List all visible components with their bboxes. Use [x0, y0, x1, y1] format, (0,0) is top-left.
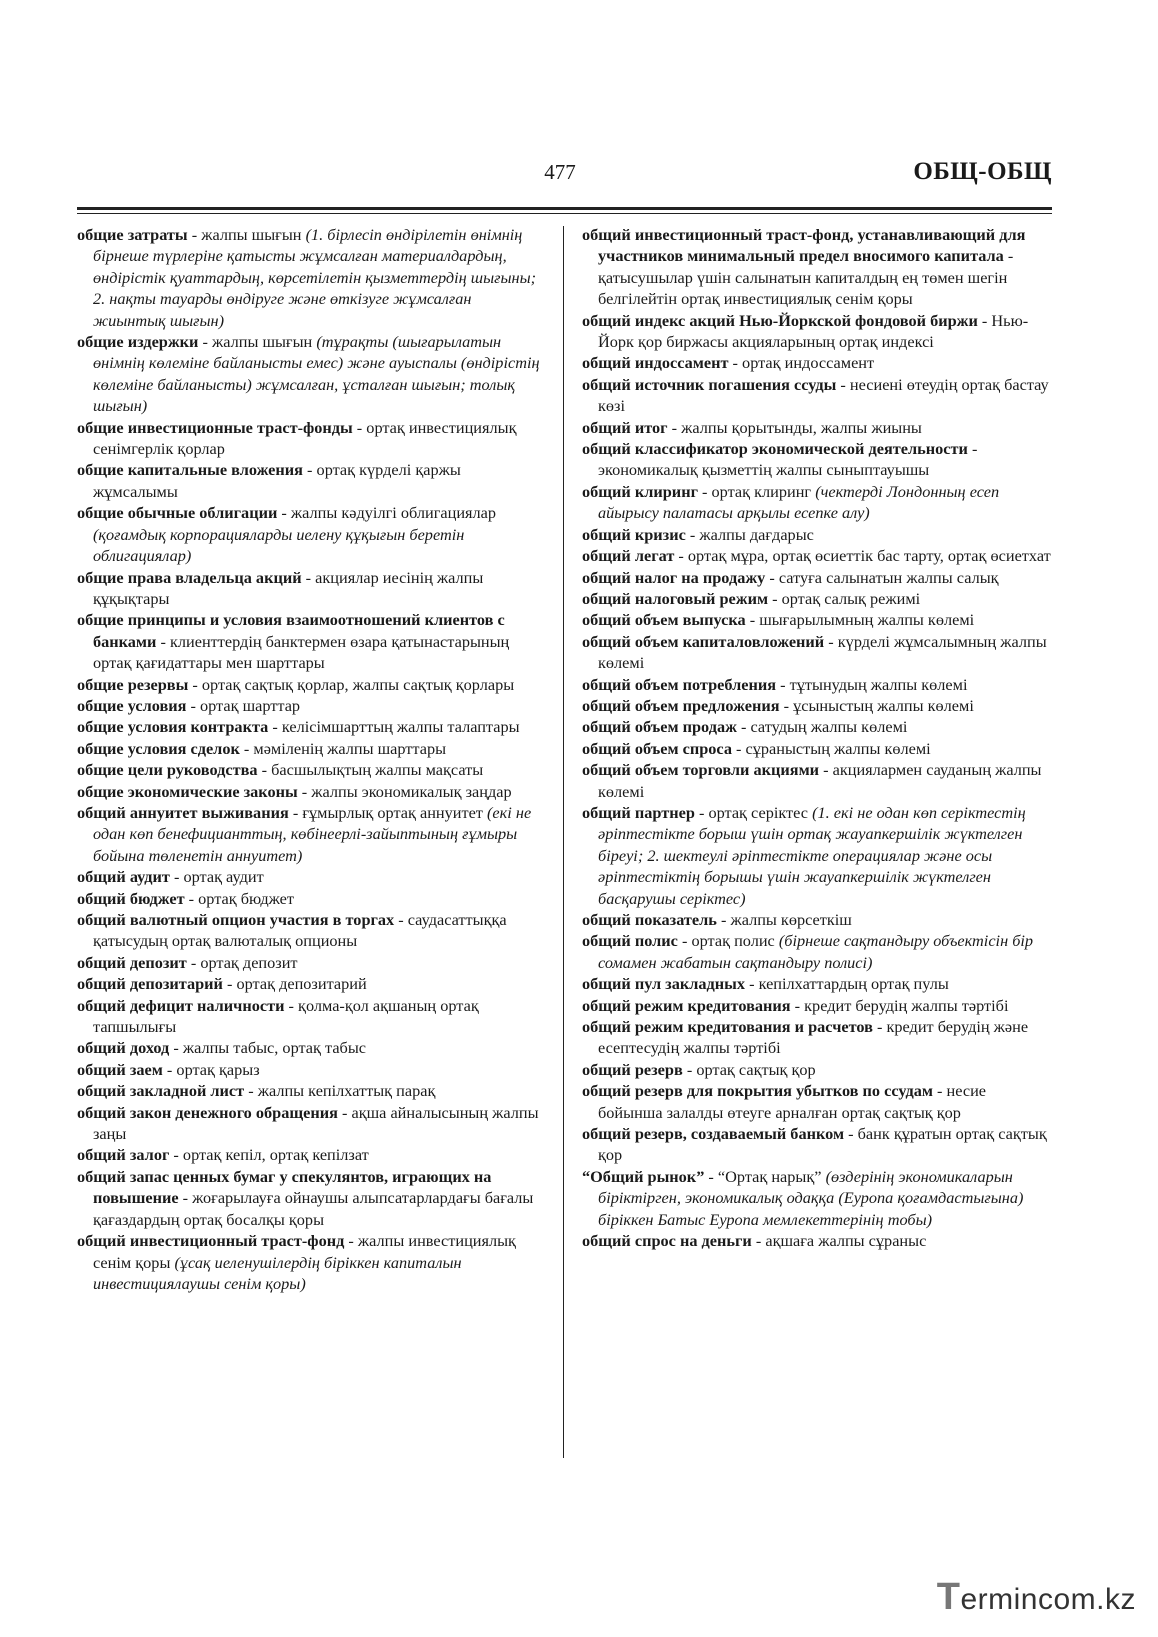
dictionary-entry: общий инвестиционный траст-фонд - жалпы инвестициялық сенім қоры (ұсақ иеленушілердің біріккен капиталын инвестициялаушы сенім қоры): [77, 1231, 516, 1293]
dictionary-entry: общий индоссамент - ортақ индоссамент: [582, 353, 875, 373]
entry-term: общий депозитарий: [77, 974, 223, 994]
entry-term: общий легат: [582, 546, 675, 566]
entry-translation: ортақ индоссамент: [742, 353, 875, 373]
entry-term: общий инвестиционный траст-фонд, устанавливающий для участников минимальный предел вносимого капитала: [582, 225, 1026, 266]
dictionary-entry: общий бюджет - ортақ бюджет: [77, 888, 294, 908]
dictionary-entry: общий полис - ортақ полис (бірнеше сақтандыру объектісін бір сомамен жабатын сақтандыру полисі): [582, 931, 1034, 972]
dictionary-entry: общие условия контракта - келісімшарттың жалпы талаптары: [77, 717, 520, 737]
entry-translation: жоғарылауға ойнаушы алыпсатарлардағы бағалы қағаздардың ортақ босалқы қоры: [93, 1188, 534, 1229]
entry-term: общий источник погашения ссуды: [582, 374, 837, 394]
entry-term: общий показатель: [582, 910, 717, 929]
entry-term: общий полис: [582, 931, 678, 951]
entry-translation: мәміленің жалпы шарттары: [253, 738, 447, 758]
dictionary-entry: общий депозитарий - ортақ депозитарий: [77, 974, 367, 994]
dictionary-entry: общий источник погашения ссуды - несиені өтеудің ортақ бастау көзі: [582, 374, 1049, 416]
entry-translation: саудасаттыққа қатысудың ортақ валюталық опционы: [93, 910, 507, 951]
entry-note: (өздерінің экономикаларын біріктірген, экономикалық одаққа (Еуропа қоғамдастығына) біріккен Батыс Еуропа мемлекеттерінің тобы): [598, 1166, 1024, 1229]
entry-translation: жалпы кәдуілгі облигациялар: [290, 503, 497, 523]
left-column: [77, 224, 542, 1294]
entry-term: общий запас ценных бумаг у спекулянтов, играющих на повышение: [77, 1166, 492, 1208]
dictionary-entry: общий объем потребления - тұтынудың жалпы көлемі: [582, 674, 968, 694]
entry-note: (қоғамдық корпорацияларды иелену құқығын беретін облигациялар): [93, 524, 465, 566]
entry-translation: ақшаға жалпы сұраныс: [765, 1231, 927, 1251]
entry-term: общий режим кредитования и расчетов: [582, 1017, 873, 1037]
entry-term: общий резерв, создаваемый банком: [582, 1124, 845, 1144]
entry-translation: келісімшарттың жалпы талаптары: [281, 717, 520, 737]
dictionary-entry: общий заем - ортақ қарыз: [77, 1059, 260, 1079]
entry-note: (1. бірлесіп өндірілетін өнімнің бірнеше түрлеріне қатысты жұмсалған материалдардың, өндірістік қуаттардың, көрсетілетін қызметтердің шығыны; 2. нақты тауарды өндіруге және өткізуге жұмсалған жиынтық шығын): [93, 225, 537, 330]
dictionary-entry: общие права владельца акций - акциялар иесінің жалпы құқықтары: [77, 567, 484, 608]
dictionary-entry: общий спрос на деньги - ақшаға жалпы сұраныс: [582, 1231, 927, 1251]
right-column: [582, 224, 1052, 1252]
entry-term: общий индекс акций Нью-Йоркской фондовой биржи: [582, 310, 978, 330]
entry-term: общие принципы и условия взаимоотношений клиентов с банками: [77, 610, 505, 651]
entry-translation: ортақ сақтық қорлар, жалпы сақтық қорлары: [201, 674, 515, 694]
entry-term: общий залог: [77, 1145, 170, 1165]
dictionary-entry: общий резерв - ортақ сақтық қор: [582, 1059, 816, 1079]
entry-term: общий классификатор экономической деятельности: [582, 439, 968, 459]
entry-term: общие права владельца акций: [77, 567, 302, 587]
entry-translation: банк құратын ортақ сақтық қор: [598, 1124, 1047, 1165]
entry-note: (екі не одан көп бенефицианттың, көбінеерлі-зайыптының ғұмыры бойына төленетін аннуитет): [93, 802, 532, 865]
entry-translation: несие бойынша залалды өтеуге арналған ортақ сақтық қор: [598, 1081, 987, 1122]
entry-term: общие издержки: [77, 332, 199, 352]
entry-term: общий пул закладных: [582, 974, 745, 994]
entry-term: общий объем спроса: [582, 738, 732, 758]
entry-translation: қатысушылар үшін салынатын капиталдың ең төмен шегін белгілейтін ортақ инвестициялық сенім қоры: [598, 267, 1008, 309]
dictionary-entry: общий итог - жалпы қорытынды, жалпы жиыны: [582, 417, 922, 437]
entry-term: общий бюджет: [77, 888, 185, 908]
entry-translation: ұсыныстың жалпы көлемі: [793, 695, 974, 715]
entry-translation: ортақ күрделі қаржы жұмсалымы: [93, 460, 461, 501]
entry-translation: жалпы көрсеткіш: [730, 910, 852, 929]
entry-translation: ортақ полис: [691, 931, 775, 951]
entry-translation: жалпы қорытынды, жалпы жиыны: [681, 417, 922, 437]
entry-translation: кредит берудің жалпы тәртібі: [804, 995, 1009, 1015]
entry-translation: экономикалық қызметтің жалпы сыныптауышы: [598, 460, 930, 480]
entry-term: общий дефицит наличности: [77, 995, 285, 1015]
entry-term: общий режим кредитования: [582, 995, 791, 1015]
entry-term: общие затраты: [77, 225, 188, 244]
dictionary-entry: общий налоговый режим - ортақ салық режимі: [582, 588, 921, 608]
entry-term: “Общий рынок”: [582, 1166, 705, 1186]
entry-translation: ақша айналысының жалпы заңы: [93, 1102, 539, 1144]
entry-term: общие экономические законы: [77, 781, 298, 801]
entry-note: (тұрақты (шығарылатын өнімнің көлеміне байланысты емес) және ауыспалы (өндірістің көлеміне байланысты) жұмсалған, ұсталған шығын; толық шығын): [93, 332, 540, 416]
entry-term: общий объем предложения: [582, 695, 780, 715]
entry-term: общий налог на продажу: [582, 567, 766, 587]
entry-translation: ортақ шарттар: [199, 695, 301, 715]
dictionary-entry: общие обычные облигации - жалпы кәдуілгі облигациялар (қоғамдық корпорацияларды иелену құқығын беретін облигациялар): [77, 503, 497, 566]
dictionary-entry: общий режим кредитования - кредит берудің жалпы тәртібі: [582, 995, 1009, 1015]
entry-term: общий налоговый режим: [582, 588, 769, 608]
column-divider: [563, 226, 564, 1458]
entry-translation: жалпы экономикалық заңдар: [311, 781, 512, 801]
entry-translation: жалпы кепілхаттық парақ: [257, 1081, 436, 1101]
dictionary-entry: общий индекс акций Нью-Йоркской фондовой биржи - Нью-Йорк қор биржасы акцияларының ортақ индексі: [582, 310, 1029, 352]
entry-translation: ортақ инвестициялық сенімгерлік қорлар: [93, 417, 517, 459]
entry-translation: жалпы инвестициялық сенім қоры: [93, 1231, 516, 1272]
dictionary-entry: общий объем капиталовложений - күрделі жұмсалымның жалпы көлемі: [582, 631, 1047, 673]
dictionary-entry: общий аудит - ортақ аудит: [77, 867, 264, 887]
dictionary-entry: общие издержки - жалпы шығын (тұрақты (шығарылатын өнімнің көлеміне байланысты емес) және ауыспалы (өндірістің көлеміне байланысты) жұмсалған, ұсталған шығын; толық шығын): [77, 332, 540, 416]
dictionary-entry: общие затраты - жалпы шығын (1. бірлесіп өндірілетін өнімнің бірнеше түрлеріне қатысты жұмсалған материалдардың, өндірістік қуаттардың, көрсетілетін қызметтердің шығыны; 2. нақты тауарды өндіруге және өткізуге жұмсалған жиынтық шығын): [77, 225, 537, 330]
entry-term: общий резерв для покрытия убытков по ссудам: [582, 1081, 933, 1101]
entry-term: общий депозит: [77, 952, 187, 972]
entry-translation: ортақ мұра, ортақ өсиеттік бас тарту, ортақ өсиетхат: [687, 546, 1051, 566]
dictionary-entry: общий налог на продажу - сатуға салынатын жалпы салық: [582, 567, 999, 587]
entry-translation: ортақ аудит: [183, 867, 264, 887]
entry-translation: басшылықтың жалпы мақсаты: [271, 760, 484, 780]
dictionary-entry: общий объем предложения - ұсыныстың жалпы көлемі: [582, 695, 974, 715]
dictionary-entry: общий кризис - жалпы дағдарыс: [582, 524, 814, 544]
entry-term: общие капитальные вложения: [77, 460, 303, 480]
dictionary-entry: общий валютный опцион участия в торгах - саудасаттыққа қатысудың ортақ валюталық опционы: [77, 910, 507, 951]
dictionary-entry: общие экономические законы - жалпы экономикалық заңдар: [77, 781, 512, 801]
entry-note: (1. екі не одан көп серіктестің әріптестікте борыш үшін ортақ жауапкершілік жүктелген біреуі; 2. шектеулі әріптестікте операциялар және осы әріптестіктің борышы үшін жауапкершілік жүктелген басқарушы серіктес): [598, 802, 1026, 908]
entry-term: общий клиринг: [582, 481, 698, 501]
entry-term: общие обычные облигации: [77, 503, 278, 523]
entry-term: общий партнер: [582, 802, 695, 822]
entry-translation: клиенттердің банктермен өзара қатынастарының ортақ қағидаттары мен шарттары: [93, 631, 510, 673]
entry-term: общий объем капиталовложений: [582, 631, 825, 651]
entry-note: (чектерді Лондонның есеп айырысу палатасы арқылы есепке алу): [598, 481, 1000, 523]
dictionary-entry: общий режим кредитования и расчетов - кредит берудің және есептесудің жалпы тәртібі: [582, 1017, 1029, 1058]
entry-translation: жалпы табыс, ортақ табыс: [182, 1038, 367, 1058]
entry-term: общий резерв: [582, 1059, 683, 1079]
dictionary-entry: общий залог - ортақ кепіл, ортақ кепілзат: [77, 1145, 369, 1165]
site-watermark: [937, 1576, 1136, 1619]
dictionary-entry: общий классификатор экономической деятельности - экономикалық қызметтің жалпы сыныптауышы: [582, 439, 978, 480]
entry-term: общий индоссамент: [582, 353, 729, 373]
header-rule-thin: [77, 213, 1052, 214]
dictionary-entry: общий закон денежного обращения - ақша айналысының жалпы заңы: [77, 1102, 539, 1144]
entry-term: общий закладной лист: [77, 1081, 245, 1101]
dictionary-entry: общий объем продаж - сатудың жалпы көлемі: [582, 717, 908, 737]
dictionary-entry: общий резерв, создаваемый банком - банк құратын ортақ сақтық қор: [582, 1124, 1047, 1165]
entry-translation: жалпы шығын: [201, 225, 302, 244]
entry-translation: ғұмырлық ортақ аннуитет: [302, 802, 483, 822]
entry-term: общие цели руководства: [77, 760, 258, 780]
dictionary-entry: общий показатель - жалпы көрсеткіш: [582, 910, 852, 929]
entry-translation: ортақ қарыз: [176, 1059, 260, 1079]
dictionary-entry: общий закладной лист - жалпы кепілхаттық парақ: [77, 1081, 436, 1101]
entry-term: общий объем потребления: [582, 674, 777, 694]
dictionary-entry: общий запас ценных бумаг у спекулянтов, играющих на повышение - жоғарылауға ойнаушы алыпсатарлардағы бағалы қағаздардың ортақ босалқы қоры: [77, 1166, 534, 1229]
entry-term: общий объем продаж: [582, 717, 737, 737]
dictionary-entry: общий дефицит наличности - қолма-қол ақшаның ортақ тапшылығы: [77, 995, 479, 1037]
entry-term: общий доход: [77, 1038, 170, 1058]
entry-term: общие условия сделок: [77, 738, 240, 758]
entry-term: общие условия: [77, 695, 187, 715]
entry-term: общие резервы: [77, 674, 189, 694]
dictionary-entry: общий депозит - ортақ депозит: [77, 952, 298, 972]
dictionary-entry: общие условия - ортақ шарттар: [77, 695, 301, 715]
entry-term: общие инвестиционные траст-фонды: [77, 417, 353, 437]
entry-term: общий объем торговли акциями: [582, 760, 820, 780]
dictionary-entry: общий легат - ортақ мұра, ортақ өсиеттік бас тарту, ортақ өсиетхат: [582, 546, 1051, 566]
entry-translation: ортақ серіктес: [708, 802, 809, 822]
entry-translation: ортақ депозит: [200, 952, 298, 972]
entry-translation: акциялармен сауданың жалпы көлемі: [598, 760, 1042, 801]
entry-translation: ортақ клиринг: [711, 481, 812, 501]
dictionary-entry: общие условия сделок - мәміленің жалпы шарттары: [77, 738, 447, 758]
dictionary-entry: общий объем выпуска - шығарылымның жалпы көлемі: [582, 610, 975, 630]
entry-term: общий объем выпуска: [582, 610, 746, 630]
entry-translation: сұраныстың жалпы көлемі: [745, 738, 931, 758]
entry-term: общий аннуитет выживания: [77, 802, 289, 822]
watermark-text: ermincom.kz: [960, 1583, 1136, 1616]
dictionary-entry: общий объем торговли акциями - акциялармен сауданың жалпы көлемі: [582, 760, 1042, 801]
dictionary-entry: общий пул закладных - кепілхаттардың ортақ пулы: [582, 974, 949, 994]
entry-translation: тұтынудың жалпы көлемі: [789, 674, 968, 694]
watermark-initial: T: [936, 1576, 961, 1618]
entry-note: (бірнеше сақтандыру объектісін бір сомамен жабатын сақтандыру полисі): [598, 931, 1034, 972]
entry-term: общий заем: [77, 1059, 163, 1079]
entry-translation: жалпы дағдарыс: [699, 524, 814, 544]
dictionary-entry: общий аннуитет выживания - ғұмырлық ортақ аннуитет (екі не одан көп бенефицианттың, көбінеерлі-зайыптының ғұмыры бойына төленетін аннуитет): [77, 802, 532, 865]
entry-translation: ортақ кепіл, ортақ кепілзат: [182, 1145, 369, 1165]
entry-term: общий спрос на деньги: [582, 1231, 752, 1251]
entry-translation: шығарылымның жалпы көлемі: [759, 610, 975, 630]
dictionary-entry: общий партнер - ортақ серіктес (1. екі не одан көп серіктестің әріптестікте борыш үшін ортақ жауапкершілік жүктелген біреуі; 2. шектеулі әріптестікте операциялар және осы әріптестіктің борышы үшін жауапкершілік жүктелген басқарушы серіктес): [582, 802, 1026, 908]
dictionary-entry: общие резервы - ортақ сақтық қорлар, жалпы сақтық қорлары: [77, 674, 515, 694]
entry-term: общий кризис: [582, 524, 686, 544]
entry-translation: ортақ бюджет: [198, 888, 294, 908]
dictionary-entry: общие цели руководства - басшылықтың жалпы мақсаты: [77, 760, 484, 780]
entry-term: общий закон денежного обращения: [77, 1102, 338, 1122]
header-rule-thick: [77, 207, 1052, 210]
page-number: 477: [544, 160, 576, 184]
dictionary-entry: общий резерв для покрытия убытков по ссудам - несие бойынша залалды өтеуге арналған ортақ сақтық қор: [582, 1081, 987, 1122]
entry-translation: жалпы шығын: [211, 332, 313, 352]
dictionary-entry: общие принципы и условия взаимоотношений клиентов с банками - клиенттердің банктермен өзара қатынастарының ортақ қағидаттары мен шарттары: [77, 610, 510, 673]
dictionary-entry: общий объем спроса - сұраныстың жалпы көлемі: [582, 738, 931, 758]
dictionary-entry: общие инвестиционные траст-фонды - ортақ инвестициялық сенімгерлік қорлар: [77, 417, 517, 459]
entry-translation: Нью-Йорк қор биржасы акцияларының ортақ индексі: [598, 310, 1029, 352]
dictionary-entry: общий доход - жалпы табыс, ортақ табыс: [77, 1038, 367, 1058]
dictionary-entry: общие капитальные вложения - ортақ күрделі қаржы жұмсалымы: [77, 460, 461, 501]
entry-translation: ортақ салық режимі: [781, 588, 921, 608]
entry-translation: кепілхаттардың ортақ пулы: [758, 974, 949, 994]
entry-term: общие условия контракта: [77, 717, 269, 737]
entry-term: общий итог: [582, 417, 668, 437]
entry-translation: күрделі жұмсалымның жалпы көлемі: [598, 631, 1047, 673]
entry-term: общий инвестиционный траст-фонд: [77, 1231, 345, 1251]
entry-note: (ұсақ иеленушілердің біріккен капиталын инвестициялаушы сенім қоры): [93, 1252, 462, 1293]
entry-translation: қолма-қол ақшаның ортақ тапшылығы: [93, 995, 479, 1037]
entry-translation: акциялар иесінің жалпы құқықтары: [93, 567, 484, 608]
entry-translation: сатуға салынатын жалпы салық: [778, 567, 999, 587]
entry-translation: сатудың жалпы көлемі: [750, 717, 908, 737]
dictionary-entry: общий инвестиционный траст-фонд, устанавливающий для участников минимальный предел вносимого капитала - қатысушылар үшін салынатын капиталдың ең төмен шегін белгілейтін ортақ инвестициялық сенім қоры: [582, 225, 1026, 309]
entry-term: общий аудит: [77, 867, 170, 887]
entry-translation: кредит берудің және есептесудің жалпы тәртібі: [598, 1017, 1029, 1058]
running-head: ОБЩ-ОБЩ: [913, 158, 1052, 185]
entry-translation: ортақ депозитарий: [236, 974, 367, 994]
entry-term: общий валютный опцион участия в торгах: [77, 910, 395, 929]
entry-translation: ортақ сақтық қор: [696, 1059, 816, 1079]
entry-translation: несиені өтеудің ортақ бастау көзі: [598, 374, 1049, 416]
dictionary-entry: общий клиринг - ортақ клиринг (чектерді Лондонның есеп айырысу палатасы арқылы есепке алу): [582, 481, 1000, 523]
entry-translation: “Ортақ нарық”: [717, 1166, 822, 1186]
dictionary-entry: “Общий рынок” - “Ортақ нарық” (өздерінің экономикаларын біріктірген, экономикалық одаққа (Еуропа қоғамдастығына) біріккен Батыс Еуропа мемлекеттерінің тобы): [582, 1166, 1024, 1229]
